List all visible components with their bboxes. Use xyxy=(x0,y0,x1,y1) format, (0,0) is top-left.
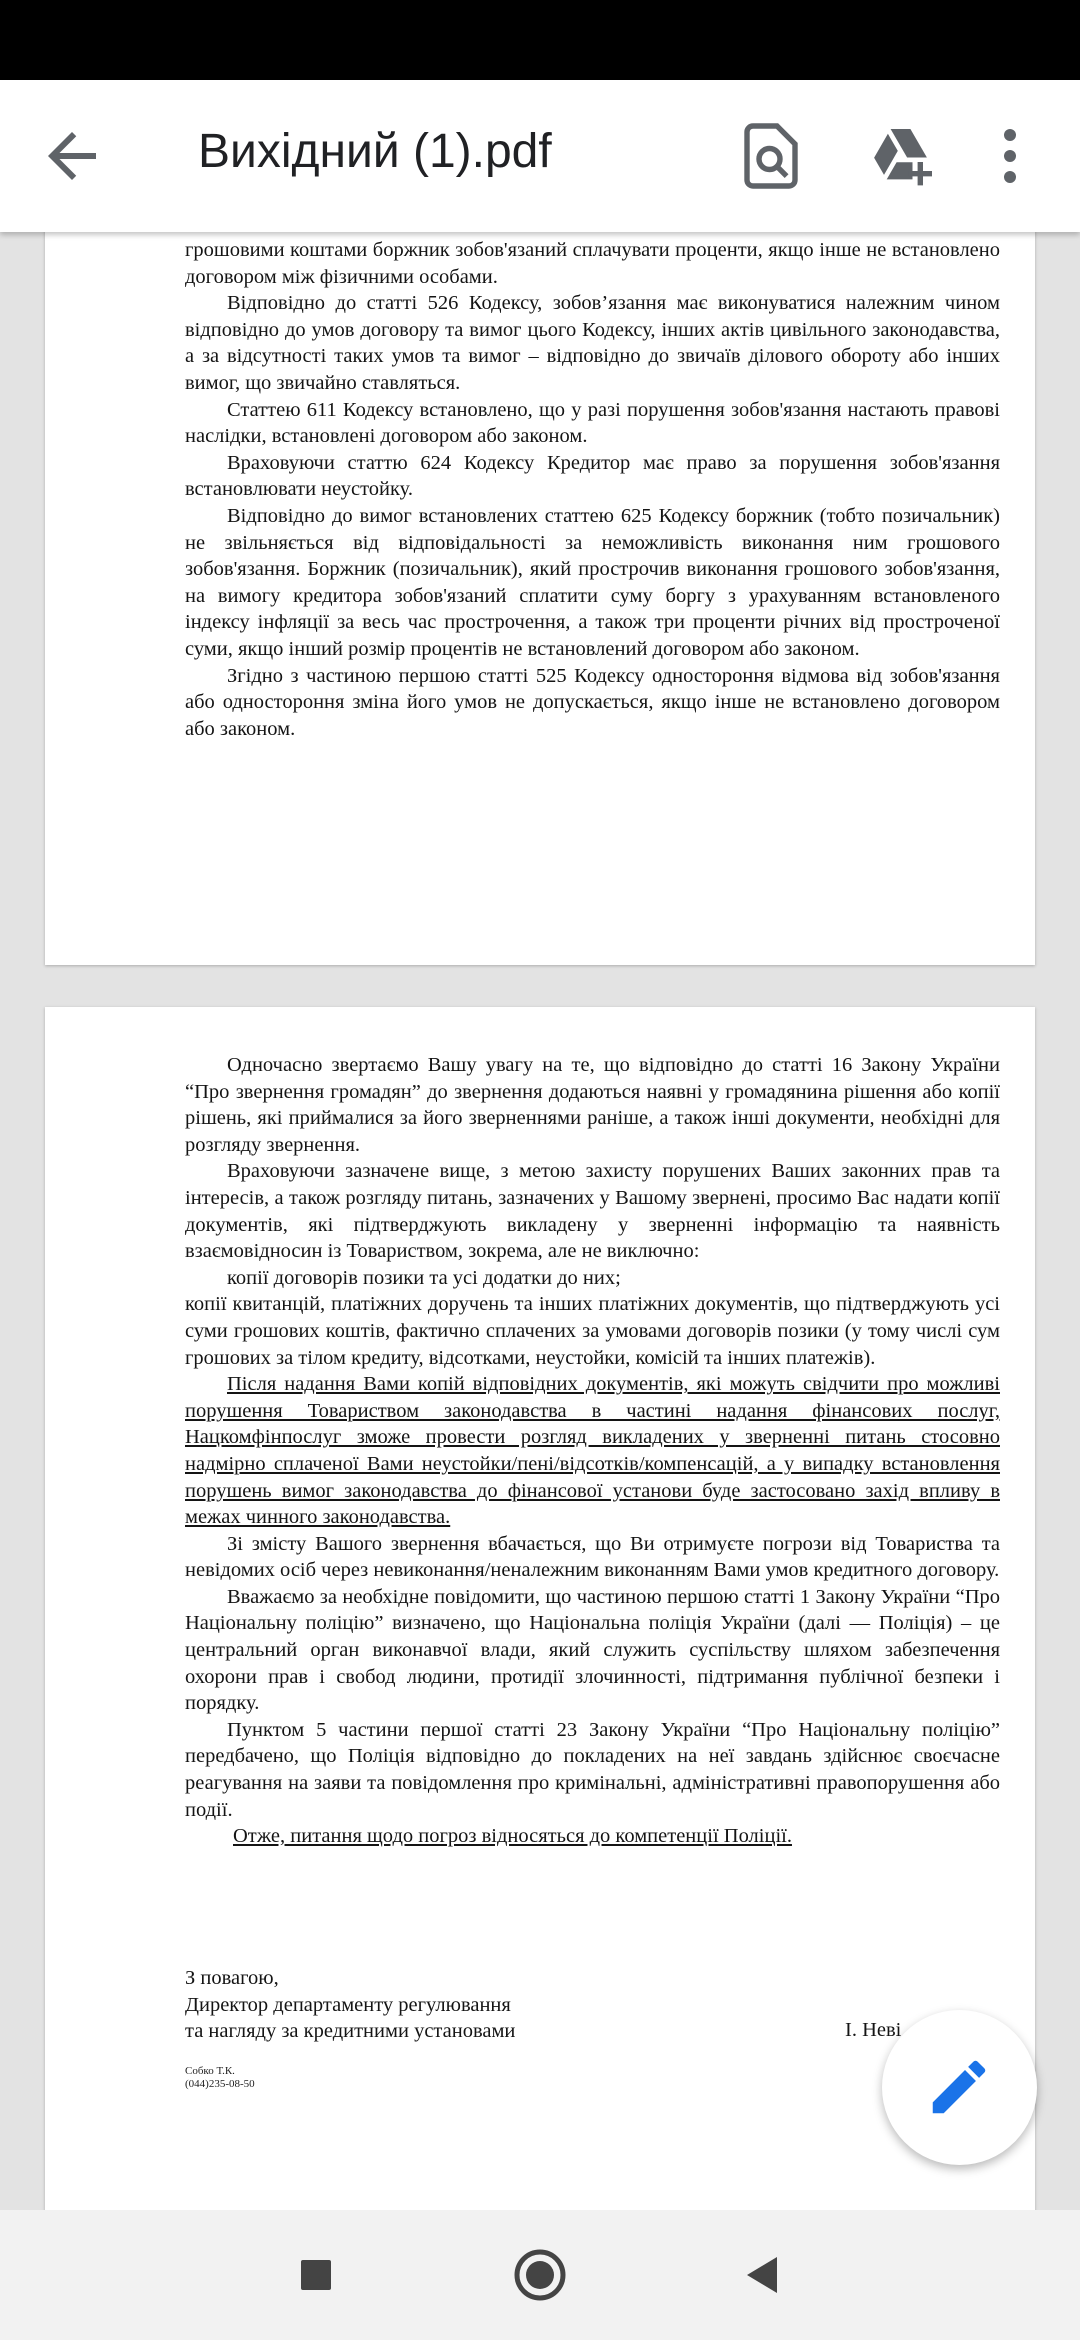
arrow-back-icon xyxy=(36,120,108,192)
paragraph: Пунктом 5 частини першої статті 23 Закону України “Про Національну поліцію” передбачено, що Поліція відповідно до покладених на неї завдань здійснює своєчасне реагування на заяви та повідомлення про кримінальні, адміністративні правопорушення або події. xyxy=(185,1718,1000,1821)
page-text xyxy=(185,237,1000,742)
pdf-page xyxy=(45,232,1035,965)
list-item: копії квитанцій, платіжних доручень та інших платіжних документів, що підтверджують усі суми грошових коштів, фактично сплачених за умовами договорів позики (у тому числі сум грошових за тілом кредиту, відсотками, неустойки, комісій та інших платежів). xyxy=(185,1293,1000,1369)
conclusion-text: Отже, питання щодо погроз відносяться до компетенції Поліції. xyxy=(233,1825,792,1848)
contact-info xyxy=(185,2065,255,2091)
paragraph: Згідно з частиною першою статті 525 Кодексу одностороння відмова від зобов'язання або одностороння зміна його умов не допускається, якщо інше не встановлено договором або законом. xyxy=(185,664,1000,740)
add-to-drive-icon xyxy=(866,120,938,192)
more-vert-icon xyxy=(984,120,1036,192)
back-nav-button[interactable] xyxy=(735,2245,795,2305)
paragraph: Відповідно до статті 526 Кодексу, зобов’язання має виконуватися належним чином відповідно до умов договору та вимог цього Кодексу, інших актів цивільного законодавства, а за відсутності таких умов та вимог – відповідно до звичаїв ділового обороту або інших вимог, що звичайно ставляться. xyxy=(185,292,1000,394)
closing-text: З повагою, xyxy=(185,1967,279,1989)
edit-pencil-icon xyxy=(924,2052,994,2122)
back-button[interactable] xyxy=(36,120,108,192)
contact-name: Собко Т.К. xyxy=(185,2065,235,2077)
document-title: Вихідний (1).pdf xyxy=(198,125,552,178)
paragraph: Статтею 611 Кодексу встановлено, що у разі порушення зобов'язання настають правові наслідки, встановлені договором або законом. xyxy=(185,398,1000,448)
navigation-bar xyxy=(0,2210,1080,2340)
paragraph: Враховуючи статтю 624 Кодексу Кредитор має право за порушення зобов'язання встановлювати неустойку. xyxy=(185,451,1000,501)
recents-button[interactable] xyxy=(286,2245,346,2305)
signature-block xyxy=(185,1965,515,2045)
position-line-1: Директор департаменту регулювання xyxy=(185,1993,511,2016)
page-text xyxy=(185,1052,1000,1850)
paragraph xyxy=(185,1823,1000,1850)
pdf-page xyxy=(45,1007,1035,2210)
pdf-viewer[interactable] xyxy=(0,232,1080,2210)
more-options-button[interactable] xyxy=(984,120,1036,192)
home-circle-icon xyxy=(508,2243,572,2307)
paragraph-underlined: Після надання Вами копій відповідних документів, які можуть свідчити про можливі порушення Товариством законодавства в частині надання фінансових послуг, Нацкомфінпослуг зможе провести розгляд викладених у зверненні питань стосовно надмірно сплаченої Вами неустойки/пені/відсотків/компенсацій, а у випадку встановлення порушень вимог законодавства до фінансової установи буде застосовано захід впливу в межах чинного законодавства. xyxy=(185,1373,1000,1529)
paragraph: Зі змісту Вашого звернення вбачається, що Ви отримуєте погрози від Товариства та невідомих осіб через невиконання/неналежним виконанням Вами умов кредитного договору. xyxy=(185,1532,1000,1582)
list-item: копії договорів позики та усі додатки до них; xyxy=(227,1266,621,1289)
back-triangle-icon xyxy=(735,2245,795,2305)
search-document-button[interactable] xyxy=(735,120,807,192)
recents-square-icon xyxy=(286,2245,346,2305)
add-to-drive-button[interactable] xyxy=(866,120,938,192)
paragraph: Відповідно до вимог встановлених статтею 625 Кодексу боржник (тобто позичальник) не звільняється від відповідальності за неможливість виконання ним грошового зобов'язання. Боржник (позичальник), який прострочив виконання грошового зобов'язання, на вимогу кредитора зобов'язаний сплатити суму боргу з урахуванням встановленого індексу інфляції за весь час прострочення, а також три проценти річних від простроченої суми, якщо інший розмір процентів не встановлений договором або законом. xyxy=(185,504,1000,660)
home-button[interactable] xyxy=(508,2243,572,2307)
paragraph: грошовими коштами боржник зобов'язаний сплачувати проценти, якщо інше не встановлено договором між фізичними особами. xyxy=(185,239,1000,288)
paragraph: Одночасно звертаємо Вашу увагу на те, що відповідно до статті 16 Закону України “Про звернення громадян” до звернення додаються наявні у громадянина рішення або копії рішень, які приймалися за його зверненнями раніше, а також інші документи, необхідні для розгляду звернення. xyxy=(185,1054,1000,1156)
position-line-2: та нагляду за кредитними установами xyxy=(185,2020,516,2043)
contact-phone: (044)235-08-50 xyxy=(185,2078,255,2090)
signatory-name: І. Неві xyxy=(845,2019,902,2041)
document-search-icon xyxy=(735,120,807,192)
paragraph: Вважаємо за необхідне повідомити, що частиною першою статті 1 Закону України “Про Національну поліцію” визначено, що Національна поліція України (далі — Поліція) – це центральний орган виконавчої влади, який служить суспільству шляхом забезпечення охорони прав і свобод людини, протидії злочинності, підтримання публічної безпеки і порядку. xyxy=(185,1585,1000,1715)
edit-fab[interactable] xyxy=(882,2010,1037,2165)
paragraph: Враховуючи зазначене вище, з метою захисту порушених Ваших законних прав та інтересів, а також розгляду питань, зазначених у Вашому звернені, просимо Вас надати копії документів, які підтверджують викладену у зверненні інформацію та наявність взаємовідносин із Товариством, зокрема, але не виключно: xyxy=(185,1160,1000,1263)
status-bar xyxy=(0,0,1080,80)
app-bar xyxy=(0,80,1080,232)
